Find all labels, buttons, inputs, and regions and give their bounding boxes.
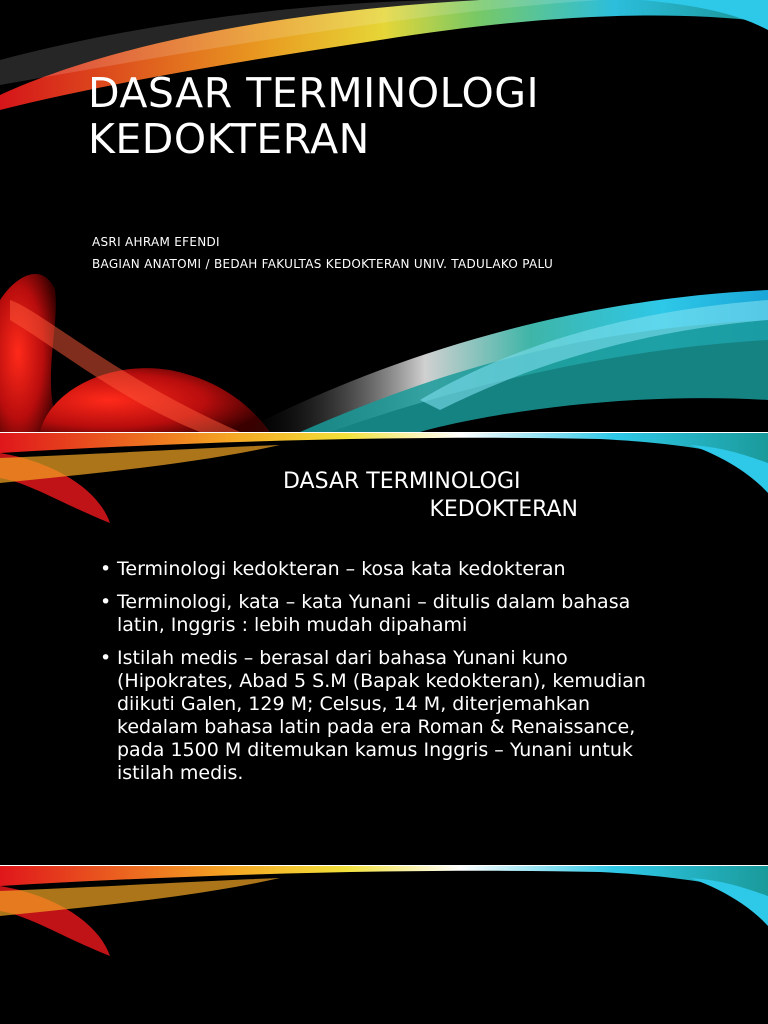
swoosh-background xyxy=(0,0,768,432)
title-line-1: DASAR TERMINOLOGI xyxy=(88,69,540,117)
slide-subtitle xyxy=(92,231,553,275)
bullet-text: Terminologi kedokteran – kosa kata kedokteran xyxy=(117,558,566,580)
title-line-1: DASAR TERMINOLOGI xyxy=(283,469,521,494)
title-slide xyxy=(0,0,768,432)
list-item xyxy=(100,558,660,581)
list-item xyxy=(100,647,660,785)
bullet-icon: • xyxy=(100,591,112,613)
bullet-icon: • xyxy=(100,558,112,580)
author-name: ASRI AHRAM EFENDI xyxy=(92,235,220,249)
content-slide xyxy=(0,433,768,865)
bullet-icon: • xyxy=(100,647,112,669)
red-swoosh xyxy=(0,274,60,432)
bullet-list xyxy=(100,558,660,795)
next-slide-partial xyxy=(0,866,768,1024)
slide-title xyxy=(88,70,539,162)
author-affiliation: BAGIAN ANATOMI / BEDAH FAKULTAS KEDOKTERAN UNIV. TADULAKO PALU xyxy=(92,257,554,271)
list-item xyxy=(100,591,660,637)
bullet-text: Terminologi, kata – kata Yunani – ditulis dalam bahasa latin, Inggris : lebih mudah dipahami xyxy=(117,591,631,636)
title-line-2: KEDOKTERAN xyxy=(429,497,578,522)
title-line-2: KEDOKTERAN xyxy=(88,115,370,163)
swoosh-background xyxy=(0,866,768,1024)
bullet-text: Istilah medis – berasal dari bahasa Yunani kuno (Hipokrates, Abad 5 S.M (Bapak kedokteran), kemudian diikuti Galen, 129 M; Celsus, 14 M, diterjemahkan kedalam bahasa latin pada era Roman & Renaissance, pada 1500 M ditemukan kamus Inggris – Yunani untuk istilah medis. xyxy=(117,647,646,784)
slide-title xyxy=(270,468,590,524)
